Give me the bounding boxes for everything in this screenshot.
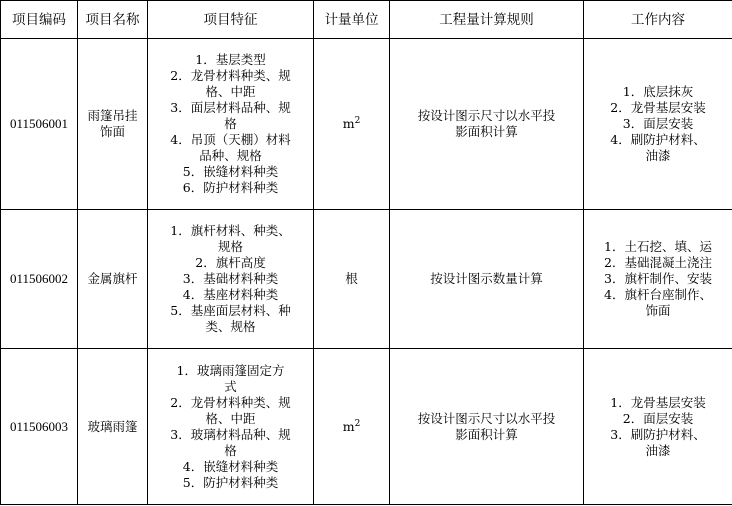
unit: [314, 39, 390, 210]
feature-line: 3．面层材料品种、规: [170, 100, 291, 115]
work-line: 2．基础混凝土浇注: [604, 255, 712, 270]
feature-line: 格、中距: [205, 84, 256, 99]
work-line: 油漆: [645, 148, 671, 163]
item-name: [78, 349, 148, 505]
feature-line: 4．吊顶（天棚）材料: [170, 132, 291, 147]
feature-line: 1．玻璃雨篷固定方: [176, 362, 285, 378]
feature-line: 规格: [217, 239, 243, 254]
work-line: 油漆: [645, 442, 671, 458]
table-row: [1, 349, 732, 505]
table-row: [1, 39, 732, 210]
rule-line: 按设计图示尺寸以水平投: [417, 108, 556, 123]
header-item-name: 项目名称: [78, 1, 148, 39]
rule-line: 按设计图示尺寸以水平投: [417, 410, 556, 426]
feature-line: 式: [224, 378, 237, 394]
feature-line: 格: [224, 116, 237, 131]
work-line: 1．底层抹灰: [622, 84, 694, 99]
work-line: 1．土石挖、填、运: [604, 239, 712, 254]
table-row: [1, 210, 732, 349]
feature-line: 3．基础材料种类: [182, 271, 279, 286]
feature-line: 格、中距: [205, 410, 256, 426]
feature-line: 品种、规格: [199, 148, 262, 163]
work-line: 4．刷防护材料、: [610, 132, 706, 147]
rule-line: 影面积计算: [455, 426, 518, 442]
item-name: [78, 210, 148, 349]
feature-line: 2．旗杆高度: [195, 255, 266, 270]
item-code: 011506002: [1, 210, 78, 349]
work-line: 2．面层安装: [622, 410, 694, 426]
work-content: [584, 210, 732, 349]
feature-line: 1．基层类型: [195, 52, 266, 67]
unit-base: m: [342, 116, 355, 131]
work-line: 4．旗杆台座制作、: [604, 287, 712, 302]
feature-line: 2．龙骨材料种类、规: [170, 68, 291, 83]
calculation-rule: [390, 210, 584, 349]
work-line: 3．面层安装: [622, 116, 694, 131]
unit-base: m: [342, 418, 355, 434]
header-item-code: 项目编码: [1, 1, 78, 39]
feature-line: 4．嵌缝材料种类: [182, 458, 279, 474]
rule-line: 影面积计算: [455, 124, 518, 139]
rule-line: 按设计图示数量计算: [430, 271, 543, 286]
feature-line: 3．玻璃材料品种、规: [170, 426, 291, 442]
feature-line: 2．龙骨材料种类、规: [170, 394, 291, 410]
item-code: 011506001: [1, 39, 78, 210]
item-name-line: 玻璃雨篷: [87, 418, 138, 434]
feature-line: 4．基座材料种类: [182, 287, 279, 302]
feature-line: 1．旗杆材料、种类、: [170, 223, 291, 238]
unit-superscript: 2: [354, 418, 361, 429]
feature-line: 类、规格: [205, 319, 256, 334]
unit-superscript: 2: [354, 115, 361, 126]
work-content: [584, 349, 732, 505]
item-features: [148, 210, 314, 349]
feature-line: 5．基座面层材料、种: [170, 303, 291, 318]
calculation-rule: [390, 39, 584, 210]
unit-base: 根: [345, 271, 358, 286]
work-line: 3．刷防护材料、: [610, 426, 706, 442]
item-features: [148, 349, 314, 505]
item-features: [148, 39, 314, 210]
unit: [314, 210, 390, 349]
calculation-rule: [390, 349, 584, 505]
item-code: 011506003: [1, 349, 78, 505]
item-name-line: 饰面: [99, 124, 125, 139]
feature-line: 6．防护材料种类: [182, 180, 279, 195]
feature-line: 格: [224, 442, 237, 458]
header-row: [1, 1, 732, 39]
work-line: 1．龙骨基层安装: [610, 394, 706, 410]
work-line: 饰面: [645, 303, 671, 318]
item-name: [78, 39, 148, 210]
feature-line: 5．防护材料种类: [182, 474, 279, 490]
work-content: [584, 39, 732, 210]
feature-line: 5．嵌缝材料种类: [182, 164, 279, 179]
header-calculation-rule: 工程量计算规则: [390, 1, 584, 39]
work-line: 2．龙骨基层安装: [610, 100, 706, 115]
header-unit: 计量单位: [314, 1, 390, 39]
header-work-content: 工作内容: [584, 1, 732, 39]
work-line: 3．旗杆制作、安装: [604, 271, 712, 286]
item-name-line: 雨篷吊挂: [87, 108, 138, 123]
header-item-features: 项目特征: [148, 1, 314, 39]
item-name-line: 金属旗杆: [87, 271, 138, 286]
unit: [314, 349, 390, 505]
